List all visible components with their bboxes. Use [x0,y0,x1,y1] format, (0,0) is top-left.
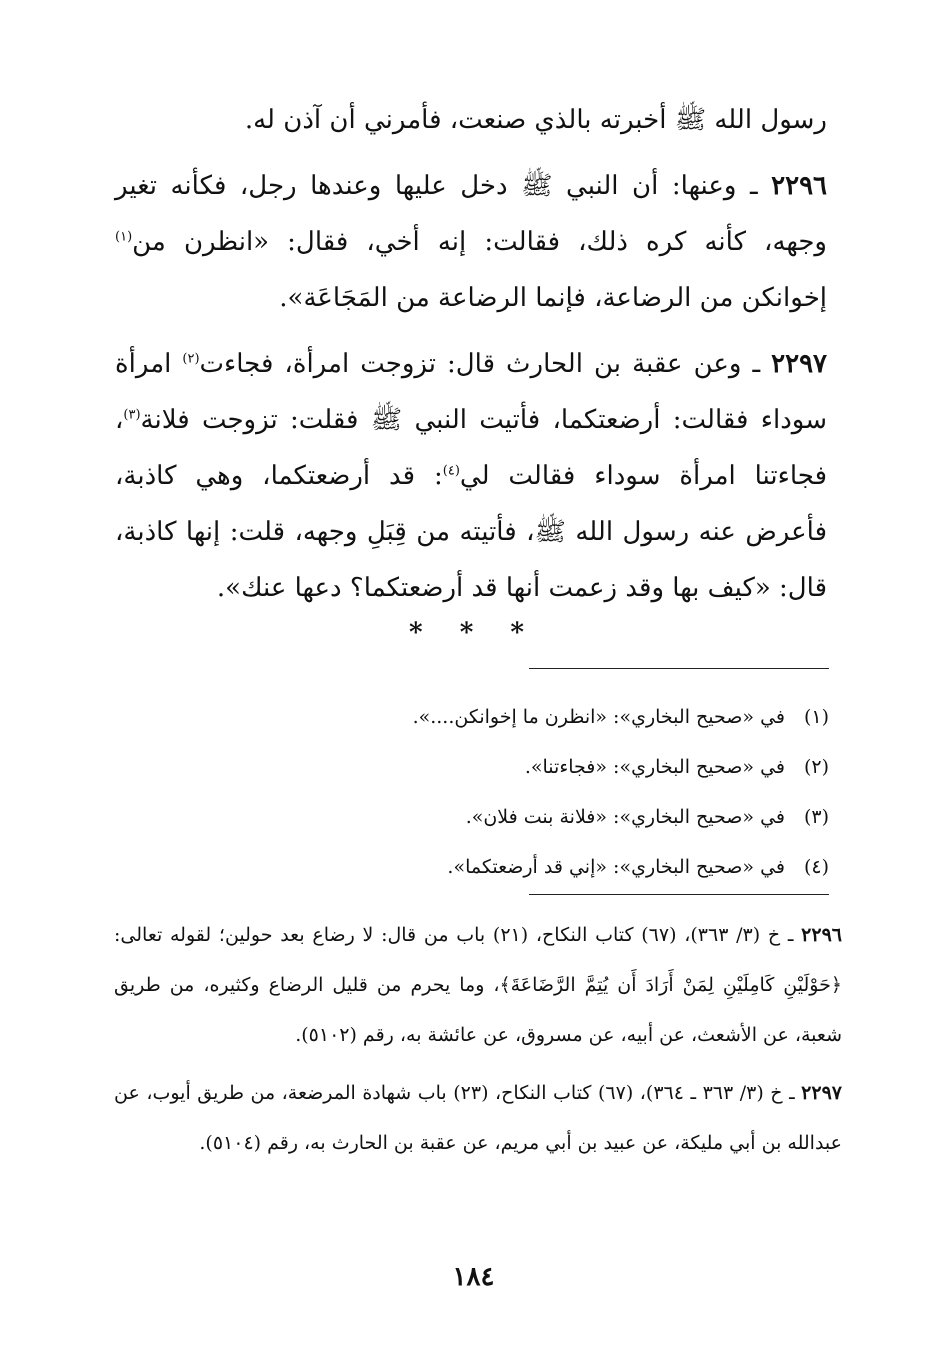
footnote-item [117,742,829,792]
footnote-divider [529,668,829,669]
footnote-ref[interactable]: (١) [115,229,133,245]
takhrij-sources [114,910,842,1176]
footnote-text: في «صحيح البخاري»: «إني قد أرضعتكما». [447,856,785,878]
hadith-text: امرأة سوداء فقالت: أرضعتكما، فأتيت النبي ﷺ فقلت: تزوجت فلانة [115,349,827,435]
footnote-number: (٤) [803,856,829,878]
hadith-text: ـ وعن عقبة بن الحارث قال: تزوجت امرأة، فجاءت [199,349,772,379]
page-number: ١٨٤ [452,1262,495,1292]
hadith-text: ـ وعنها: أن النبي ﷺ دخل عليها وعندها رجل، فكأنه تغير وجهه، كأنه كره ذلك، فقالت: إنه أخي، فقال: «انظرن من [115,171,827,257]
source-number: ٢٢٩٧ [801,1082,842,1104]
footnote-ref[interactable]: (٤) [442,463,460,479]
source-item [114,910,842,1060]
hadith-number: ٢٢٩٦ [771,171,827,201]
source-item [114,1068,842,1168]
footnote-item [117,842,829,892]
footnote-ref[interactable]: (٢) [182,351,200,367]
footnote-text: في «صحيح البخاري»: «انظرن ما إخوانكن....». [412,706,785,728]
source-number: ٢٢٩٦ [801,924,842,946]
paragraph-continuation: رسول الله ﷺ أخبرته بالذي صنعت، فأمرني أن آذن له. [244,105,827,135]
footnote-number: (١) [803,706,829,728]
footnotes [117,692,829,892]
hadith-text: : قد أرضعتكما، وهي كاذبة، فأعرض عنه رسول الله ﷺ، فأتيته من قِبَلِ وجهه، قلت: إنها كاذبة، قال: «كيف بها وقد زعمت أنها قد أرضعتكما؟ دعها عنك». [115,461,827,603]
source-text: ـ خ (٣/ ٣٦٣ ـ ٣٦٤)، (٦٧) كتاب النكاح، (٢٣) باب شهادة المرضعة، من طريق أيوب، عن عبدالله بن أبي مليكة، عن عبيد بن أبي مريم، عن عقبة بن الحارث به، رقم (٥١٠٤). [114,1082,842,1154]
footnote-number: (٣) [803,806,829,828]
main-text [115,92,827,626]
hadith-2296 [115,158,827,326]
footnote-number: (٢) [803,756,829,778]
hadith-2297 [115,336,827,616]
footnote-item [117,792,829,842]
hadith-text: إخوانكن من الرضاعة، فإنما الرضاعة من المَجَاعَة». [279,283,827,313]
source-divider [529,894,829,895]
footnote-item [117,692,829,742]
footnote-text: في «صحيح البخاري»: «فلانة بنت فلان». [465,806,785,828]
source-text: ـ خ (٣/ ٣٦٣)، (٦٧) كتاب النكاح، (٢١) باب من قال: لا رضاع بعد حولين؛ لقوله تعالى: ﴿حَوْلَيْنِ كَامِلَيْنِ لِمَنْ أَرَادَ أَن يُتِمَّ الرَّضَاعَةَ﴾، وما يحرم من قليل الرضاع وكثيره، من طريق شعبة، عن الأشعث، عن أبيه، عن مسروق، عن عائشة به، رقم (٥١٠٢). [114,924,842,1046]
section-separator: * * * [409,618,538,648]
hadith-text: ، فجاءتنا امرأة سوداء فقالت لي [115,405,827,491]
footnote-text: في «صحيح البخاري»: «فجاءتنا». [524,756,785,778]
footnote-ref[interactable]: (٣) [123,407,141,423]
hadith-number: ٢٢٩٧ [771,349,827,379]
